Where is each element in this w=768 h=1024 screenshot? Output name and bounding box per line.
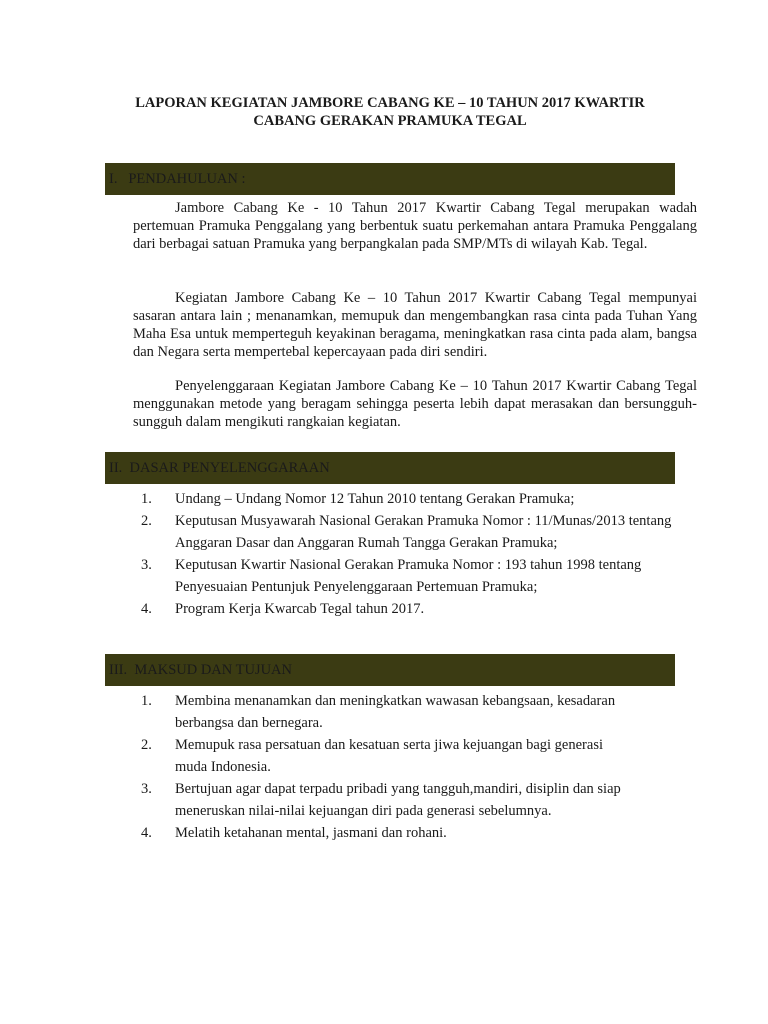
list-number: 3.: [141, 781, 152, 797]
paragraph-2: Kegiatan Jambore Cabang Ke – 10 Tahun 2017 Kwartir Cabang Tegal mempunyai sasaran antara lain ; menanamkan, memupuk dan mengembangkan rasa cinta pada Tuhan Yang Maha Esa untuk memperteguh keyakinan beragama, meningkatkan rasa cinta pada alam, bangsa dan Negara serta mempertebal kepercayaan pada diri sendiri.: [133, 290, 697, 360]
document-title: [100, 94, 680, 130]
section-heading-dasar: [105, 452, 675, 484]
list-number: 2.: [141, 737, 152, 753]
tujuan-list: [133, 690, 633, 844]
dasar-list: [133, 488, 703, 620]
section-heading-pendahuluan: [105, 163, 675, 195]
list-item: [133, 734, 633, 778]
list-text: Undang – Undang Nomor 12 Tahun 2010 tentang Gerakan Pramuka;: [175, 491, 575, 507]
list-number: 4.: [141, 601, 152, 617]
section-heading-label: I. PENDAHULUAN :: [109, 171, 246, 187]
list-text: Keputusan Kwartir Nasional Gerakan Pramuka Nomor : 193 tahun 1998 tentang Penyesuaian Pentunjuk Penyelenggaraan Pertemuan Pramuka;: [175, 557, 642, 595]
list-number: 1.: [141, 491, 152, 507]
list-item: [133, 690, 633, 734]
section-heading-label: II. DASAR PENYELENGGARAAN: [109, 460, 330, 476]
list-item: [133, 778, 633, 822]
list-item: [133, 510, 703, 554]
section-heading-label: III. MAKSUD DAN TUJUAN: [109, 662, 292, 678]
list-item: [133, 598, 703, 620]
title-line-1: LAPORAN KEGIATAN JAMBORE CABANG KE – 10 TAHUN 2017 KWARTIR: [135, 95, 645, 111]
list-text: Bertujuan agar dapat terpadu pribadi yang tangguh,mandiri, disiplin dan siap meneruskan nilai-nilai kejuangan diri pada generasi sebelumnya.: [175, 781, 621, 819]
list-text: Memupuk rasa persatuan dan kesatuan serta jiwa kejuangan bagi generasi muda Indonesia.: [175, 737, 603, 775]
list-item: [133, 554, 703, 598]
list-text: Program Kerja Kwarcab Tegal tahun 2017.: [175, 601, 425, 617]
list-number: 3.: [141, 557, 152, 573]
list-text: Membina menanamkan dan meningkatkan wawasan kebangsaan, kesadaran berbangsa dan bernegara.: [175, 693, 616, 731]
list-text: Keputusan Musyawarah Nasional Gerakan Pramuka Nomor : 11/Munas/2013 tentang Anggaran Dasar dan Anggaran Rumah Tangga Gerakan Pramuka;: [175, 513, 672, 551]
list-text: Melatih ketahanan mental, jasmani dan rohani.: [175, 825, 447, 841]
list-item: [133, 488, 703, 510]
list-number: 1.: [141, 693, 152, 709]
section-heading-maksud: [105, 654, 675, 686]
paragraph-3: Penyelenggaraan Kegiatan Jambore Cabang Ke – 10 Tahun 2017 Kwartir Cabang Tegal menggunakan metode yang beragam sehingga peserta lebih dapat merasakan dan bersungguh-sungguh dalam mengikuti rangkaian kegiatan.: [133, 378, 697, 430]
list-number: 2.: [141, 513, 152, 529]
list-number: 4.: [141, 825, 152, 841]
paragraph-1: Jambore Cabang Ke - 10 Tahun 2017 Kwartir Cabang Tegal merupakan wadah pertemuan Pramuka Penggalang yang berbentuk suatu perkemahan antara Pramuka Penggalang dari berbagai satuan Pramuka yang berpangkalan pada SMP/MTs di wilayah Kab. Tegal.: [133, 200, 697, 252]
list-item: [133, 822, 633, 844]
title-line-2: CABANG GERAKAN PRAMUKA TEGAL: [253, 113, 527, 129]
